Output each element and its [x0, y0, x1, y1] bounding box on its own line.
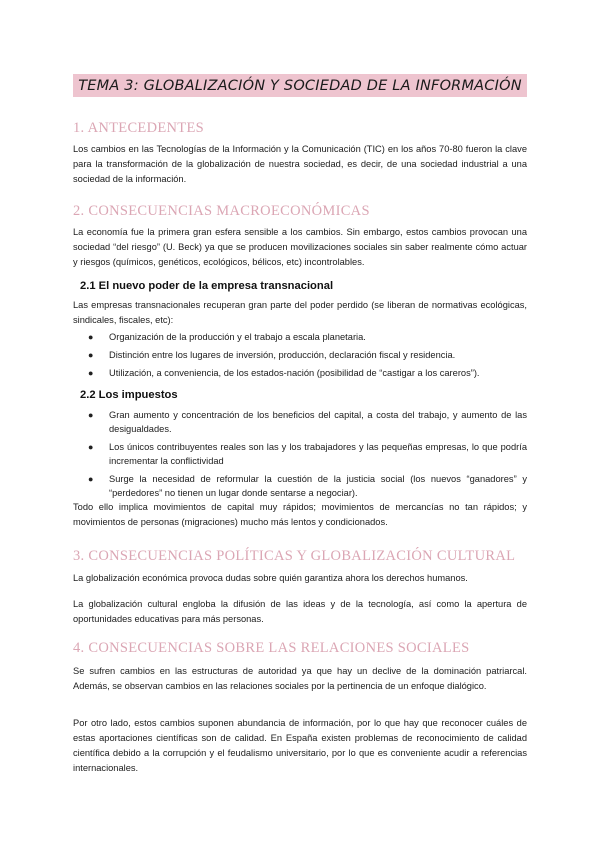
paragraph-antecedentes: Los cambios en las Tecnologías de la Información y la Comunicación (TIC) en los años 70-80 fueron la clave para la transformación de la globalización de nuestra sociedad, es decir, de una sociedad industrial a una sociedad de la información.	[73, 144, 527, 184]
list-item: ● Organización de la producción y el trabajo a escala planetaria.	[88, 332, 366, 342]
bullet-icon: ●	[88, 410, 94, 420]
section-heading-macroeconomicas: 2. CONSECUENCIAS MACROECONÓMICAS	[73, 203, 370, 219]
bullet-icon: ●	[88, 332, 94, 342]
paragraph-politicas-2: La globalización cultural engloba la difusión de las ideas y de la tecnología, así como la apertura de oportunidades educativas para más personas.	[73, 599, 527, 624]
page-title: TEMA 3: GLOBALIZACIÓN Y SOCIEDAD DE LA INFORMACIÓN	[73, 74, 527, 97]
bullet-icon: ●	[88, 350, 94, 360]
bullet-icon: ●	[88, 368, 94, 378]
bullet-icon: ●	[88, 442, 94, 452]
paragraph-macroeconomicas: La economía fue la primera gran esfera sensible a los cambios. Sin embargo, estos cambios provocan una sociedad “del riesgo” (U. Beck) ya que se producen movilizaciones sociales sin saber realmente cómo actuar y riesgos (químicos, genéticos, ecológicos, bélicos, etc) incontrolables.	[73, 227, 527, 267]
list-item: ● Utilización, a conveniencia, de los estados-nación (posibilidad de “castigar a los careros”).	[88, 368, 480, 378]
paragraph-movimientos: Todo ello implica movimientos de capital muy rápidos; movimientos de mercancías no tan rápidos; y movimientos de personas (migraciones) mucho más lentos y condicionados.	[73, 502, 527, 527]
paragraph-politicas-1: La globalización económica provoca dudas sobre quién garantiza ahora los derechos humanos.	[73, 573, 468, 583]
section-heading-relaciones: 4. CONSECUENCIAS SOBRE LAS RELACIONES SOCIALES	[73, 640, 470, 656]
subheading-empresa-transnacional: 2.1 El nuevo poder de la empresa transnacional	[80, 280, 334, 292]
bullet-icon: ●	[88, 474, 94, 484]
paragraph-relaciones-1: Se sufren cambios en las estructuras de autoridad ya que hay un declive de la dominación patriarcal. Además, se observan cambios en las relaciones sociales por la pertinencia de un enfoque dialógico.	[73, 666, 527, 691]
section-heading-antecedentes: 1. ANTECEDENTES	[73, 120, 204, 136]
section-heading-politicas: 3. CONSECUENCIAS POLÍTICAS Y GLOBALIZACIÓN CULTURAL	[73, 548, 516, 564]
list-item: ● Distinción entre los lugares de inversión, producción, declaración fiscal y residencia.	[88, 350, 456, 360]
paragraph-relaciones-2: Por otro lado, estos cambios suponen abundancia de información, por lo que hay que reconocer cuáles de estas aportaciones científicas son de calidad. En España existen problemas de reconocimiento de calidad científica debido a la corrupción y el feudalismo universitario, por lo que es conveniente acudir a referencias internacionales.	[73, 718, 527, 773]
list-item: ● Los únicos contribuyentes reales son las y los trabajadores y las pequeñas empresas, lo que podría incrementar la conflictividad	[88, 442, 527, 466]
title-wrap	[0, 0, 600, 104]
bullet-list-empresa	[73, 330, 527, 384]
subheading-impuestos: 2.2 Los impuestos	[80, 389, 178, 401]
paragraph-empresa-intro: Las empresas transnacionales recuperan gran parte del poder perdido (se liberan de normativas ecológicas, sindicales, fiscales, etc):	[73, 300, 527, 325]
list-item: ● Gran aumento y concentración de los beneficios del capital, a costa del trabajo, y aumento de las desigualdades.	[88, 410, 527, 434]
list-item: ● Surge la necesidad de reformular la cuestión de la justicia social (los nuevos “ganadores” y “perdedores” no tienen un lugar donde sentarse a negociar).	[88, 474, 527, 498]
bullet-list-impuestos	[73, 408, 527, 504]
